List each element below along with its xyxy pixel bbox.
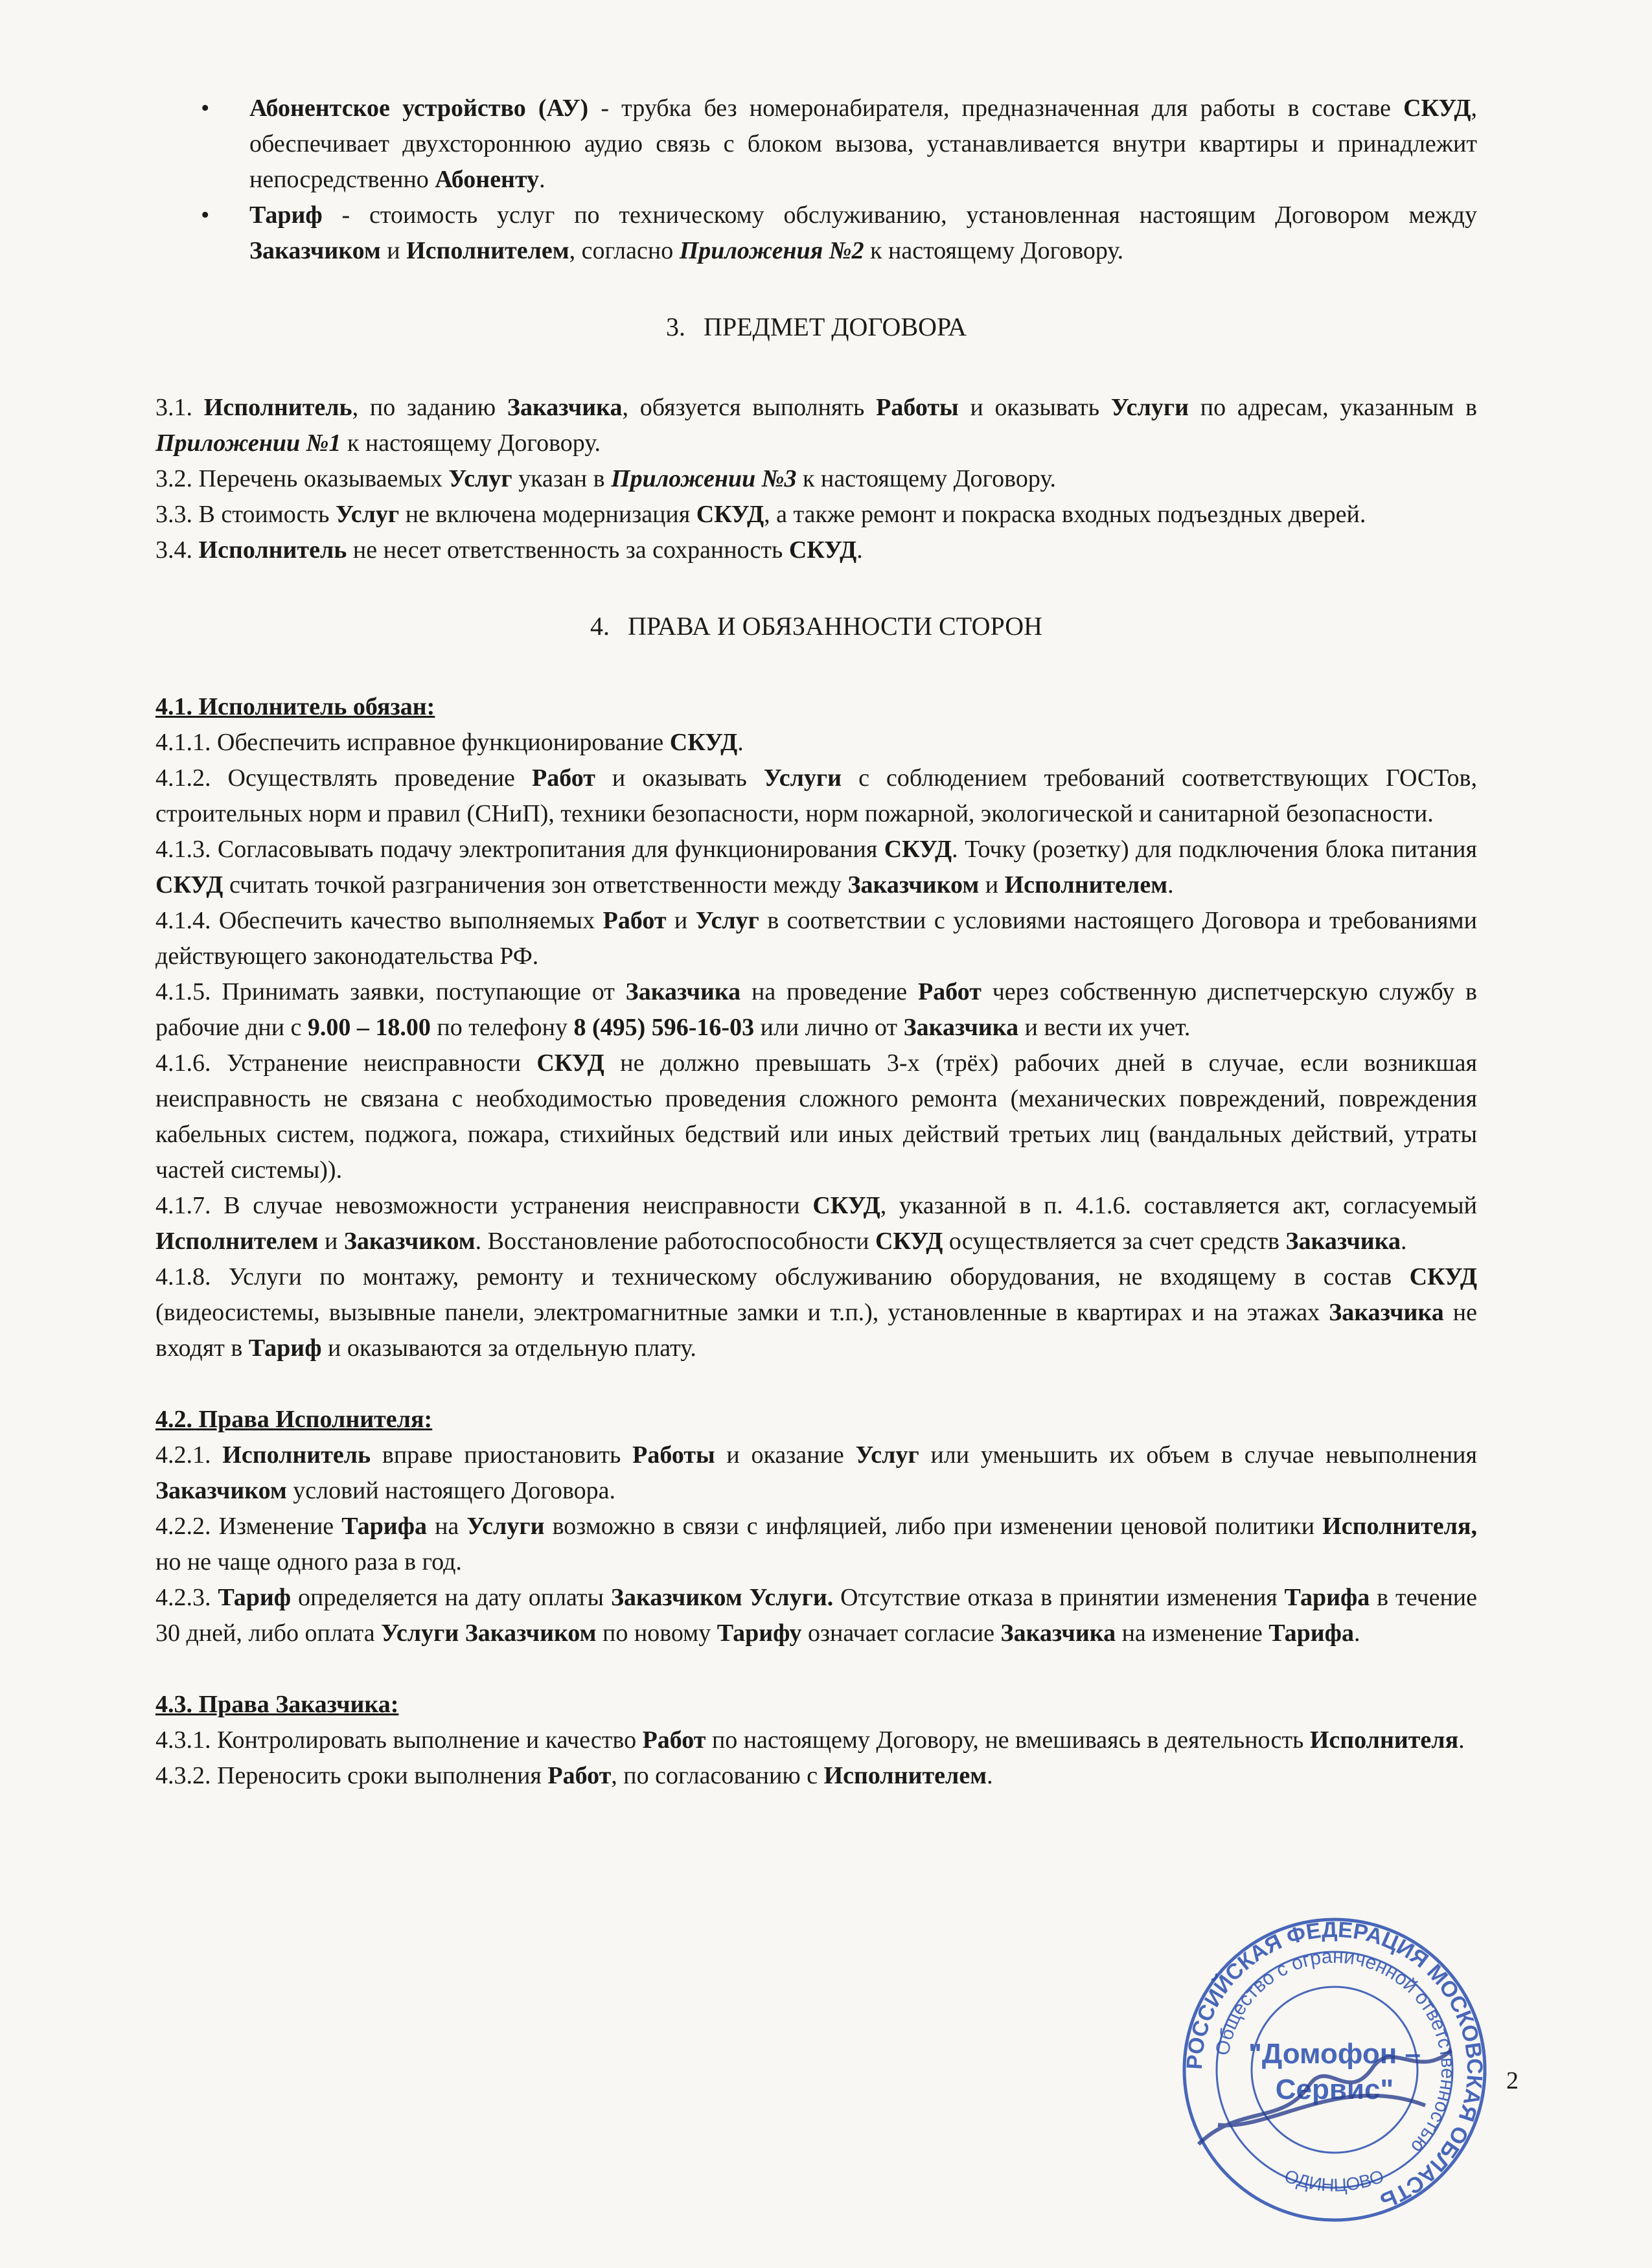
text-run: 4.2.1.	[155, 1441, 223, 1469]
text-run: Работы	[876, 394, 959, 421]
text-run: 9.00 – 18.00	[307, 1014, 431, 1041]
text-run: Услуги	[466, 1513, 545, 1540]
clause	[155, 761, 1477, 832]
subsection-heading: 4.2. Права Исполнителя:	[155, 1406, 433, 1433]
stamp-center-circle	[1252, 1987, 1417, 2153]
text-run: к настоящему Договору.	[796, 465, 1057, 492]
text-run: на проведение	[740, 978, 918, 1005]
text-run: по настоящему Договору, не вмешиваясь в деятельность	[706, 1726, 1310, 1754]
text-run: условий настоящего Договора.	[286, 1477, 616, 1504]
text-run: 4.3.1. Контролировать выполнение и качество	[155, 1726, 643, 1754]
text-run: СКУД	[696, 501, 764, 528]
clause	[155, 725, 1477, 761]
text-run: не входят в	[155, 1299, 1478, 1362]
stamp-center-line2: Сервис"	[1275, 2074, 1394, 2105]
text-run: - трубка без номеронабирателя, предназначенная для работы в составе	[588, 95, 1404, 122]
text-run: Работ	[547, 1762, 612, 1789]
text-run: , обеспечивает двухстороннюю аудио связь с блоком вызова, устанавливается внутри квартиры и принадлежит непосредственно	[249, 95, 1478, 193]
clause	[155, 390, 1477, 461]
clause	[155, 1438, 1477, 1509]
text-run: Услуг	[335, 501, 400, 528]
clause	[155, 1259, 1477, 1366]
text-run: Заказчиком Услуги.	[610, 1584, 834, 1611]
section-3-heading	[155, 309, 1477, 345]
bullet-icon: •	[201, 201, 210, 229]
text-run: Услуг	[855, 1441, 919, 1469]
text-run: не несет ответственность за сохранность	[347, 536, 789, 564]
text-run: - стоимость услуг по техническому обслуживанию, установленная настоящим Договором между	[322, 201, 1477, 229]
text-run: и	[666, 907, 696, 934]
text-run: и	[979, 871, 1005, 899]
text-run: по новому	[596, 1620, 717, 1647]
text-run: 4.1.2. Осуществлять проведение	[155, 764, 532, 792]
text-run: в течение 30 дней, либо оплата	[155, 1584, 1478, 1647]
definition-text	[249, 95, 1477, 193]
text-run: возможно в связи с инфляцией, либо при изменении ценовой политики	[544, 1513, 1323, 1540]
text-run: и оказывать	[958, 394, 1111, 421]
stamp-inner-ring: Общество с ограниченной ответственностью	[1211, 1945, 1459, 2157]
text-run: Заказчика	[507, 394, 623, 421]
clause	[155, 1580, 1477, 1651]
definition-item	[155, 91, 1477, 198]
clause	[155, 1758, 1477, 1794]
text-run: Абонентское устройство (АУ)	[249, 95, 589, 122]
definition-item	[155, 198, 1477, 269]
text-run: 4.1.1. Обеспечить исправное функционирование	[155, 729, 670, 756]
text-run: Исполнителя	[1309, 1726, 1459, 1754]
text-run: .	[1458, 1726, 1465, 1754]
stamp-center-line1: "Домофон –	[1248, 2038, 1421, 2070]
text-run: и оказывать	[595, 764, 764, 792]
text-run: Исполнитель	[222, 1441, 371, 1469]
text-run: через собственную диспетчерскую службу в рабочие дни с	[155, 978, 1477, 1041]
text-run: Исполнителем	[155, 1228, 319, 1255]
text-run: в соответствии с условиями настоящего Договора и требованиями действующего законодательства РФ.	[155, 907, 1477, 970]
text-run: Заказчика	[625, 978, 741, 1005]
text-run: не включена модернизация	[399, 501, 696, 528]
text-run: Приложении №1	[155, 430, 341, 457]
text-run: Заказчиком	[343, 1228, 476, 1255]
text-run: считать точкой разграничения зон ответственности между	[223, 871, 848, 899]
text-run: СКУД	[788, 536, 857, 564]
clause	[155, 461, 1477, 497]
text-run: СКУД	[812, 1192, 880, 1219]
text-run: Заказчика	[1000, 1620, 1116, 1647]
text-run: Услуги	[1110, 394, 1189, 421]
text-run: Тариф	[249, 201, 323, 229]
text-run: , по согласованию с	[611, 1762, 824, 1789]
text-run: Исполнителем	[406, 237, 569, 264]
text-run: означает согласие	[801, 1620, 1001, 1647]
text-run: и вести их учет.	[1018, 1014, 1191, 1041]
text-run: 3.3. В стоимость	[155, 501, 336, 528]
text-run: СКУД	[884, 836, 952, 863]
text-run: Работ	[642, 1726, 706, 1754]
text-run: осуществляется за счет средств	[943, 1228, 1286, 1255]
clause	[155, 1046, 1477, 1188]
text-run: и оказываются за отдельную плату.	[321, 1334, 696, 1362]
text-run: .	[987, 1762, 993, 1789]
text-run: Заказчика	[1329, 1299, 1444, 1326]
text-run: Услуги	[763, 764, 842, 792]
text-run: вправе приостановить	[371, 1441, 633, 1469]
text-run: Заказчика	[1285, 1228, 1401, 1255]
clause	[155, 903, 1477, 974]
text-run: (видеосистемы, вызывные панели, электромагнитные замки и т.п.), установленные в квартирах и на этажах	[155, 1299, 1329, 1326]
text-run: , согласно	[569, 237, 680, 264]
text-run: СКУД	[536, 1049, 604, 1077]
text-run: к настоящему Договору.	[341, 430, 601, 457]
text-run: 4.2.3.	[155, 1584, 218, 1611]
text-run: .	[1167, 871, 1174, 899]
text-run: СКУД	[1403, 95, 1471, 122]
text-run: 4.1.5. Принимать заявки, поступающие от	[155, 978, 626, 1005]
text-run: Работ	[531, 764, 595, 792]
section-title: ПРАВА И ОБЯЗАННОСТИ СТОРОН	[627, 612, 1043, 641]
text-run: Исполнитель	[203, 394, 352, 421]
subsection-heading: 4.3. Права Заказчика:	[155, 1691, 399, 1718]
text-run: на изменение	[1116, 1620, 1269, 1647]
text-run: СКУД	[875, 1228, 943, 1255]
spacer	[155, 1651, 1477, 1687]
text-run: Тарифу	[717, 1620, 802, 1647]
text-run: Абоненту	[435, 166, 540, 193]
text-run: Отсутствие отказа в принятии изменения	[833, 1584, 1285, 1611]
text-run: к настоящему Договору.	[864, 237, 1124, 264]
stamp-outer-ring: РОССИЙСКАЯ ФЕДЕРАЦИЯ МОСКОВСКАЯ ОБЛАСТЬ	[1182, 1917, 1487, 2214]
text-run: Приложении №3	[611, 465, 797, 492]
text-run: Тарифа	[1284, 1584, 1370, 1611]
text-run: . Восстановление работоспособности	[475, 1228, 875, 1255]
text-run: Услуг	[695, 907, 759, 934]
clause	[155, 1509, 1477, 1580]
company-stamp	[1179, 1911, 1490, 2228]
spacer	[155, 1366, 1477, 1402]
text-run: 4.2.2. Изменение	[155, 1513, 342, 1540]
clause	[155, 832, 1477, 903]
bullet-icon: •	[201, 95, 210, 122]
text-run: СКУД	[155, 871, 224, 899]
text-run: но не чаще одного раза в год.	[155, 1548, 462, 1575]
text-run: на	[427, 1513, 467, 1540]
text-run: или лично от	[754, 1014, 904, 1041]
text-run: Услуг	[448, 465, 512, 492]
text-run: по адресам, указанным в	[1189, 394, 1477, 421]
text-run: 8 (495) 596-16-03	[573, 1014, 755, 1041]
section-number: 4.	[590, 612, 610, 641]
section-number: 3.	[665, 312, 685, 341]
stamp-bottom-text	[1282, 2166, 1387, 2195]
text-run: .	[1353, 1620, 1360, 1647]
text-run: Тариф	[248, 1334, 322, 1362]
text-run: Исполнителя,	[1322, 1513, 1477, 1540]
page-number: 2	[1506, 2067, 1519, 2094]
text-run: Исполнителем	[1004, 871, 1168, 899]
text-run: 4.1.3. Согласовывать подачу электропитания для функционирования	[155, 836, 884, 863]
text-run: Тариф	[218, 1584, 292, 1611]
clause	[155, 1723, 1477, 1758]
text-run: Работ	[917, 978, 981, 1005]
text-run: , по заданию	[352, 394, 507, 421]
text-run: Работ	[602, 907, 667, 934]
text-run: , указанной в п. 4.1.6. составляется акт, согласуемый	[880, 1192, 1477, 1219]
definitions-list	[155, 91, 1477, 269]
document-body	[155, 91, 1477, 1794]
text-run: Заказчиком	[155, 1477, 287, 1504]
text-run: Услуги Заказчиком	[381, 1620, 597, 1647]
text-run: 3.1.	[155, 394, 204, 421]
text-run: 4.1.7. В случае невозможности устранения неисправности	[155, 1192, 813, 1219]
text-run: и	[380, 237, 407, 264]
definition-text	[249, 201, 1477, 264]
text-run: и	[318, 1228, 344, 1255]
text-run: Приложения №2	[679, 237, 864, 264]
clause	[155, 1188, 1477, 1259]
text-run: Заказчика	[903, 1014, 1019, 1041]
text-run: , а также ремонт и покраска входных подъездных дверей.	[764, 501, 1366, 528]
text-run: Заказчиком	[249, 237, 381, 264]
text-run: 4.3.2. Переносить сроки выполнения	[155, 1762, 548, 1789]
text-run: 3.2. Перечень оказываемых	[155, 465, 449, 492]
text-run: Заказчиком	[847, 871, 980, 899]
text-run: Исполнитель	[198, 536, 347, 564]
text-run: с соблюдением требований соответствующих ГОСТов, строительных норм и правил (СНиП), техники безопасности, норм пожарной, экологической и санитарной безопасности.	[155, 764, 1477, 827]
text-run: и оказание	[715, 1441, 856, 1469]
text-run: .	[1400, 1228, 1407, 1255]
text-run: 4.1.4. Обеспечить качество выполняемых	[155, 907, 603, 934]
text-run: .	[737, 729, 744, 756]
text-run: Работы	[632, 1441, 715, 1469]
clause	[155, 497, 1477, 533]
text-run: указан в	[512, 465, 612, 492]
clause	[155, 974, 1477, 1046]
text-run: не должно превышать 3-х (трёх) рабочих дней в случае, если возникшая неисправность не связана с необходимостью проведения сложного ремонта (механических повреждений, повреждения кабельных систем, поджога, пожара, стихийных бедствий или иных действий третьих лиц (вандальных действий, утраты частей системы)).	[155, 1049, 1477, 1184]
subsection-heading: 4.1. Исполнитель обязан:	[155, 693, 435, 720]
text-run: Тарифа	[341, 1513, 427, 1540]
text-run: Исполнителем	[823, 1762, 987, 1789]
text-run: Тарифа	[1268, 1620, 1354, 1647]
text-run: СКУД	[1409, 1263, 1477, 1290]
text-run: .	[856, 536, 863, 564]
text-run: СКУД	[669, 729, 738, 756]
stamp-bottom-label: ОДИНЦОВО	[1281, 2165, 1387, 2195]
text-run: по телефону	[430, 1014, 574, 1041]
text-run: 3.4.	[155, 536, 199, 564]
section-4-heading	[155, 608, 1477, 644]
text-run: , обязуется выполнять	[622, 394, 877, 421]
section-title: ПРЕДМЕТ ДОГОВОРА	[703, 312, 967, 341]
text-run: 4.1.6. Устранение неисправности	[155, 1049, 537, 1077]
clause	[155, 533, 1477, 568]
text-run: .	[539, 166, 545, 193]
text-run: определяется на дату оплаты	[291, 1584, 611, 1611]
text-run: или уменьшить их объем в случае невыполнения	[919, 1441, 1477, 1469]
text-run: 4.1.8. Услуги по монтажу, ремонту и техническому обслуживанию оборудования, не входящему в состав	[155, 1263, 1410, 1290]
text-run: . Точку (розетку) для подключения блока питания	[952, 836, 1477, 863]
